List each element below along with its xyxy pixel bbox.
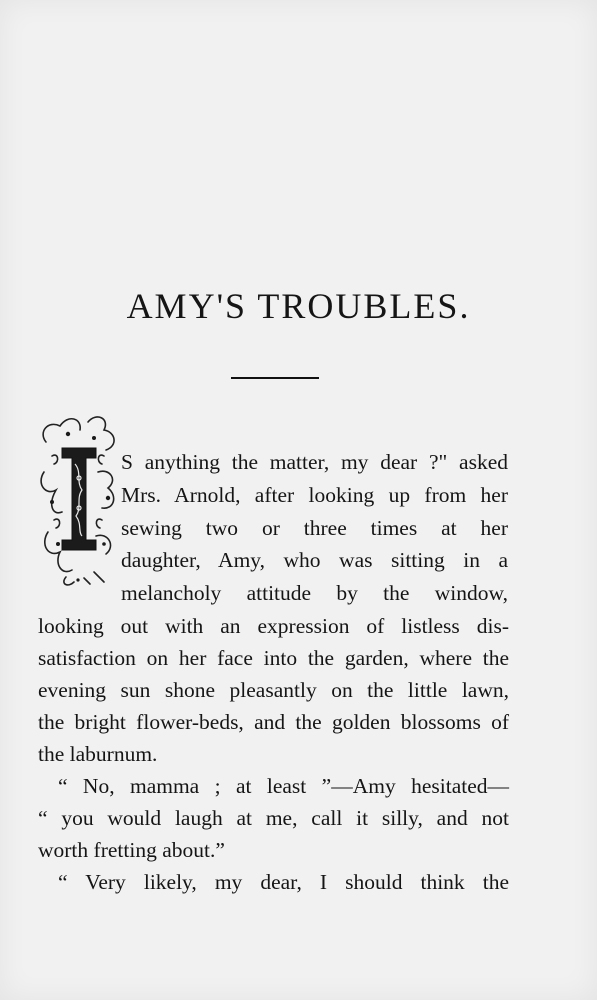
text-line: worth fretting about.” [38, 838, 225, 862]
text-line: sewing two or three times at her [121, 516, 508, 540]
text-line: the laburnum. [38, 742, 158, 766]
text-line: “ Very likely, my dear, I should think the [58, 870, 509, 894]
show-through-text [40, 95, 560, 211]
text-line: evening sun shone pleasantly on the little lawn, [38, 678, 509, 702]
text-line: satisfaction on her face into the garden, where the [38, 646, 509, 670]
title-rule [231, 377, 319, 379]
chapter-title: AMY'S TROUBLES. [126, 286, 471, 326]
text-line: S anything the matter, my dear ?" asked [121, 450, 508, 474]
text-line: “ you would laugh at me, call it silly, and not [38, 806, 509, 830]
ornamental-drop-cap-icon [38, 412, 120, 588]
text-line: the bright flower-beds, and the golden blossoms of [38, 710, 509, 734]
text-line: looking out with an expression of listless dis- [38, 614, 509, 638]
text-line: daughter, Amy, who was sitting in a [121, 548, 508, 572]
text-line: “ No, mamma ; at least ”—Amy hesitated— [58, 774, 509, 798]
text-line: Mrs. Arnold, after looking up from her [121, 483, 508, 507]
text-line: melancholy attitude by the window, [121, 581, 508, 605]
